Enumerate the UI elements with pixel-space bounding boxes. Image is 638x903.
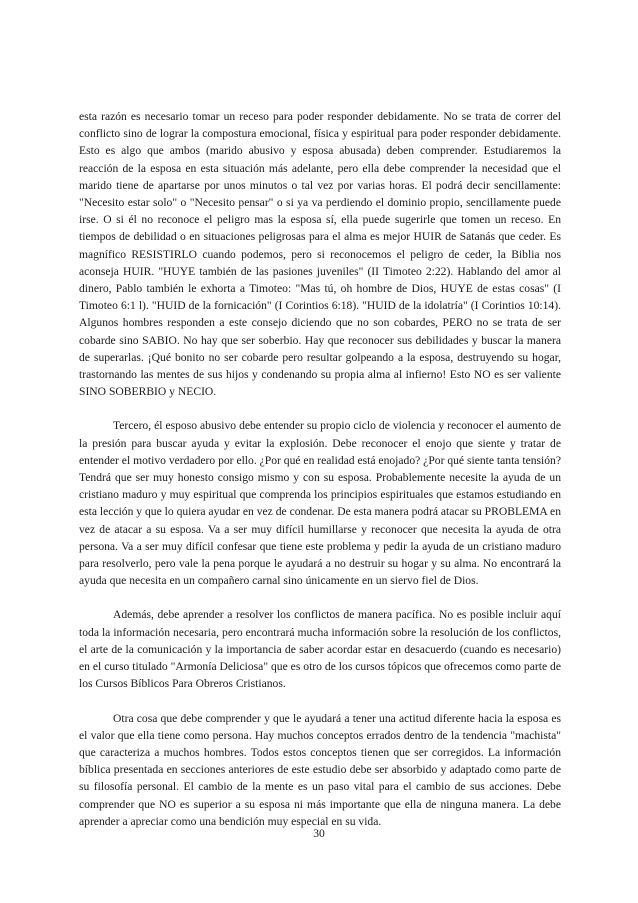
- paragraph-2: Tercero, él esposo abusivo debe entender su propio ciclo de violencia y reconocer el aumento de la presión para buscar ayuda y evitar la explosión. Debe reconocer el enojo que siente y tratar de entender el motivo verdadero por ello. ¿Por qué en realidad está enojado? ¿Por qué siente tanta tensión? Tendrá que ser muy honesto consigo mismo y con su esposa. Probablemente necesite la ayuda de un cristiano maduro y muy espiritual que comprenda los principios espirituales que estamos estudiando en esta lección y que lo quiera ayudar en vez de condenar. De esta manera podrá atacar su PROBLEMA en vez de atacar a su esposa. Va a ser muy difícil humillarse y reconocer que necesita la ayuda de otra persona. Va a ser muy difícil confesar que tiene este problema y pedir la ayuda de un cristiano maduro para resolverlo, pero vale la pena porque le ayudará a no destruir su hogar y su alma. No encontrará la ayuda que necesita en un compañero carnal sino únicamente en un siervo fiel de Dios.: [79, 419, 561, 588]
- paragraph-3: Además, debe aprender a resolver los conflictos de manera pacífica. No es posible incluir aquí toda la información necesaria, pero encontrará mucha información sobre la resolución de los conflictos, el arte de la comunicación y la importancia de saber acordar estar en desacuerdo (cuando es necesario) en el curso titulado "Armonía Deliciosa" que es otro de los cursos tópicos que ofrecemos como parte de los Cursos Bíblicos Para Obreros Cristianos.: [79, 608, 561, 691]
- paragraph-4: Otra cosa que debe comprender y que le ayudará a tener una actitud diferente hacia la esposa es el valor que ella tiene como persona. Hay muchos conceptos errados dentro de la tendencia "machista" que caracteriza a muchos hombres. Todos estos conceptos tienen que ser corregidos. La información bíblica presentada en secciones anteriores de este estudio debe ser absorbido y adaptado como parte de su filosofía personal. El cambio de la mente es un paso vital para el cambio de sus acciones. Debe comprender que NO es superior a su esposa ni más importante que ella de ninguna manera. La debe aprender a apreciar como una bendición muy especial en su vida.: [79, 711, 561, 828]
- page-body: [79, 108, 561, 847]
- paragraph-1: esta razón es necesario tomar un receso para poder responder debidamente. No se trata de correr del conflicto sino de lograr la compostura emocional, física y espiritual para poder responder debidamente. Esto es algo que ambos (marido abusivo y esposa abusada) deben comprender. Estudiaremos la reacción de la esposa en esta situación más adelante, pero ella debe comprender la necesidad que el marido tiene de apartarse por unos minutos o tal vez por varias horas. El podrá decir sencillamente: "Necesito estar solo" o "Necesito pensar" o si ya va perdiendo el dominio propio, sencillamente puede irse. O si él no reconoce el peligro mas la esposa sí, ella puede sugerirle que tomen un receso. En tiempos de debilidad o en situaciones peligrosas para el alma es mejor HUIR de Satanás que ceder. Es magnífico RESISTIRLO cuando podemos, pero si reconocemos el peligro de ceder, la Biblia nos aconseja HUIR. "HUYE también de las pasiones juveniles" (II Timoteo 2:22). Hablando del amor al dinero, Pablo también le exhorta a Timoteo: "Mas tú, oh hombre de Dios, HUYE de estas cosas" (I Timoteo 6:1 l). "HUID de la fornicación" (I Corintios 6:18). "HUID de la idolatría" (I Corintios 10:14). Algunos hombres responden a este consejo diciendo que no son cobardes, PERO no se trata de ser cobarde sino SABIO. No hay que ser soberbio. Hay que reconocer sus debilidades y buscar la manera de superarlas. ¡Qué bonito no ser cobarde pero resultar golpeando a la esposa, destruyendo su hogar, trastornando las mentes de sus hijos y condenando su propia alma al infierno! Esto NO es ser valiente SINO SOBERBIO y NECIO.: [79, 110, 561, 399]
- page-number: 30: [313, 827, 325, 840]
